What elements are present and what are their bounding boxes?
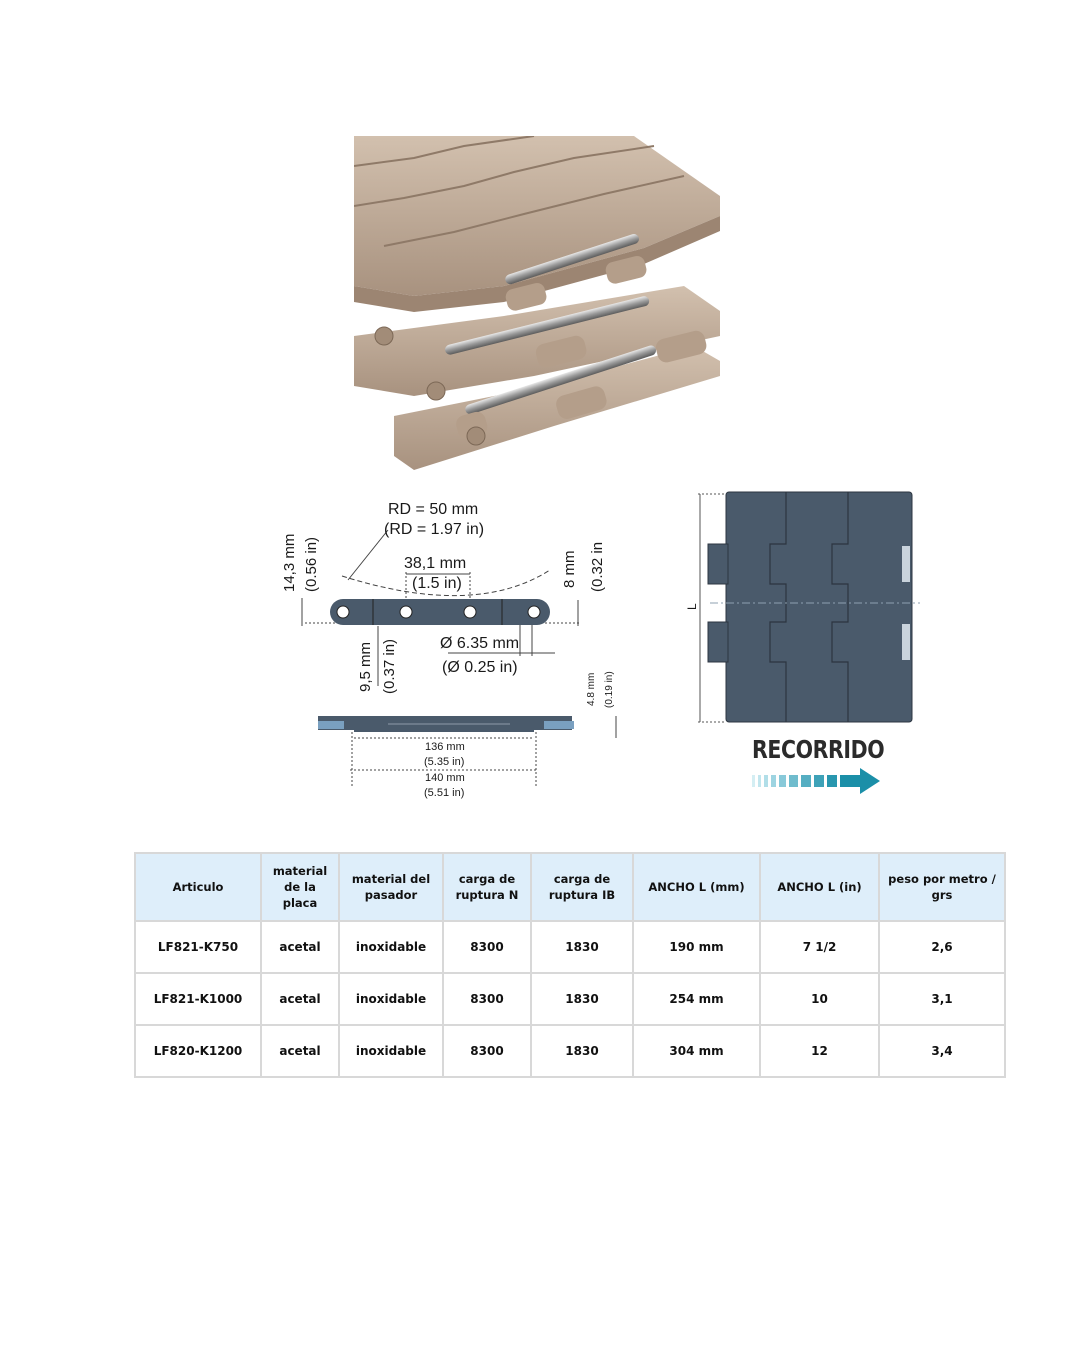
- cell-material-pasador: inoxidable: [339, 921, 443, 973]
- col-header: carga de ruptura N: [443, 853, 531, 921]
- cell-ancho-in: 7 1/2: [760, 921, 879, 973]
- cell-peso: 2,6: [879, 921, 1005, 973]
- top-view-drawing: [680, 486, 930, 726]
- pin-mm-label: Ø 6.35 mm: [440, 635, 520, 652]
- pin-in-label: (Ø 0.25 in): [442, 659, 518, 676]
- cell-carga-n: 8300: [443, 921, 531, 973]
- col-header: ANCHO L (in): [760, 853, 879, 921]
- cell-carga-ib: 1830: [531, 1025, 633, 1077]
- col-header: Articulo: [135, 853, 261, 921]
- table-header-row: [135, 853, 1005, 921]
- table-row: [135, 1025, 1005, 1077]
- cell-ancho-in: 10: [760, 973, 879, 1025]
- width136-in-label: (5.35 in): [424, 756, 465, 768]
- width140-mm-label: 140 mm: [425, 772, 465, 784]
- col-header: material de la placa: [261, 853, 339, 921]
- pitch-mm-label: 38,1 mm: [404, 555, 467, 572]
- cell-material-placa: acetal: [261, 921, 339, 973]
- pitch-in-label: (1.5 in): [412, 575, 462, 592]
- cell-carga-ib: 1830: [531, 921, 633, 973]
- hinge-mm-label: 9,5 mm: [357, 641, 374, 692]
- cell-material-placa: acetal: [261, 1025, 339, 1077]
- cell-carga-n: 8300: [443, 1025, 531, 1077]
- thickness-mm-label: 8 mm: [561, 550, 578, 588]
- plate-mm-label: 4.8 mm: [586, 672, 597, 706]
- cell-ancho-in: 12: [760, 1025, 879, 1077]
- col-header: material del pasador: [339, 853, 443, 921]
- travel-direction-arrow-icon: [752, 767, 882, 797]
- col-header: carga de ruptura IB: [531, 853, 633, 921]
- cell-ancho-mm: 304 mm: [633, 1025, 760, 1077]
- cell-articulo: LF820-K1200: [135, 1025, 261, 1077]
- cell-articulo: LF821-K1000: [135, 973, 261, 1025]
- cell-material-pasador: inoxidable: [339, 973, 443, 1025]
- cell-ancho-mm: 254 mm: [633, 973, 760, 1025]
- rd-in-label: (RD = 1.97 in): [384, 521, 485, 538]
- cell-material-pasador: inoxidable: [339, 1025, 443, 1077]
- height-mm-label: 14,3 mm: [281, 533, 298, 592]
- thickness-in-label: (0.32 in: [589, 541, 606, 592]
- cell-articulo: LF821-K750: [135, 921, 261, 973]
- col-header: peso por metro / grs: [879, 853, 1005, 921]
- cell-carga-n: 8300: [443, 973, 531, 1025]
- specs-table: [134, 852, 1006, 1078]
- cell-material-placa: acetal: [261, 973, 339, 1025]
- table-row: [135, 921, 1005, 973]
- profile-drawing: [270, 488, 630, 808]
- travel-direction-label: RECORRIDO: [752, 735, 885, 764]
- cell-ancho-mm: 190 mm: [633, 921, 760, 973]
- table-row: [135, 973, 1005, 1025]
- width140-in-label: (5.51 in): [424, 787, 465, 799]
- width-l-label: L: [685, 603, 699, 610]
- product-photo: [354, 136, 720, 470]
- height-in-label: (0.56 in): [303, 536, 320, 592]
- width136-mm-label: 136 mm: [425, 741, 465, 753]
- plate-in-label: (0.19 in): [604, 671, 615, 708]
- col-header: ANCHO L (mm): [633, 853, 760, 921]
- hinge-in-label: (0.37 in): [381, 638, 398, 694]
- cell-peso: 3,4: [879, 1025, 1005, 1077]
- cell-carga-ib: 1830: [531, 973, 633, 1025]
- rd-mm-label: RD = 50 mm: [388, 501, 479, 518]
- cell-peso: 3,1: [879, 973, 1005, 1025]
